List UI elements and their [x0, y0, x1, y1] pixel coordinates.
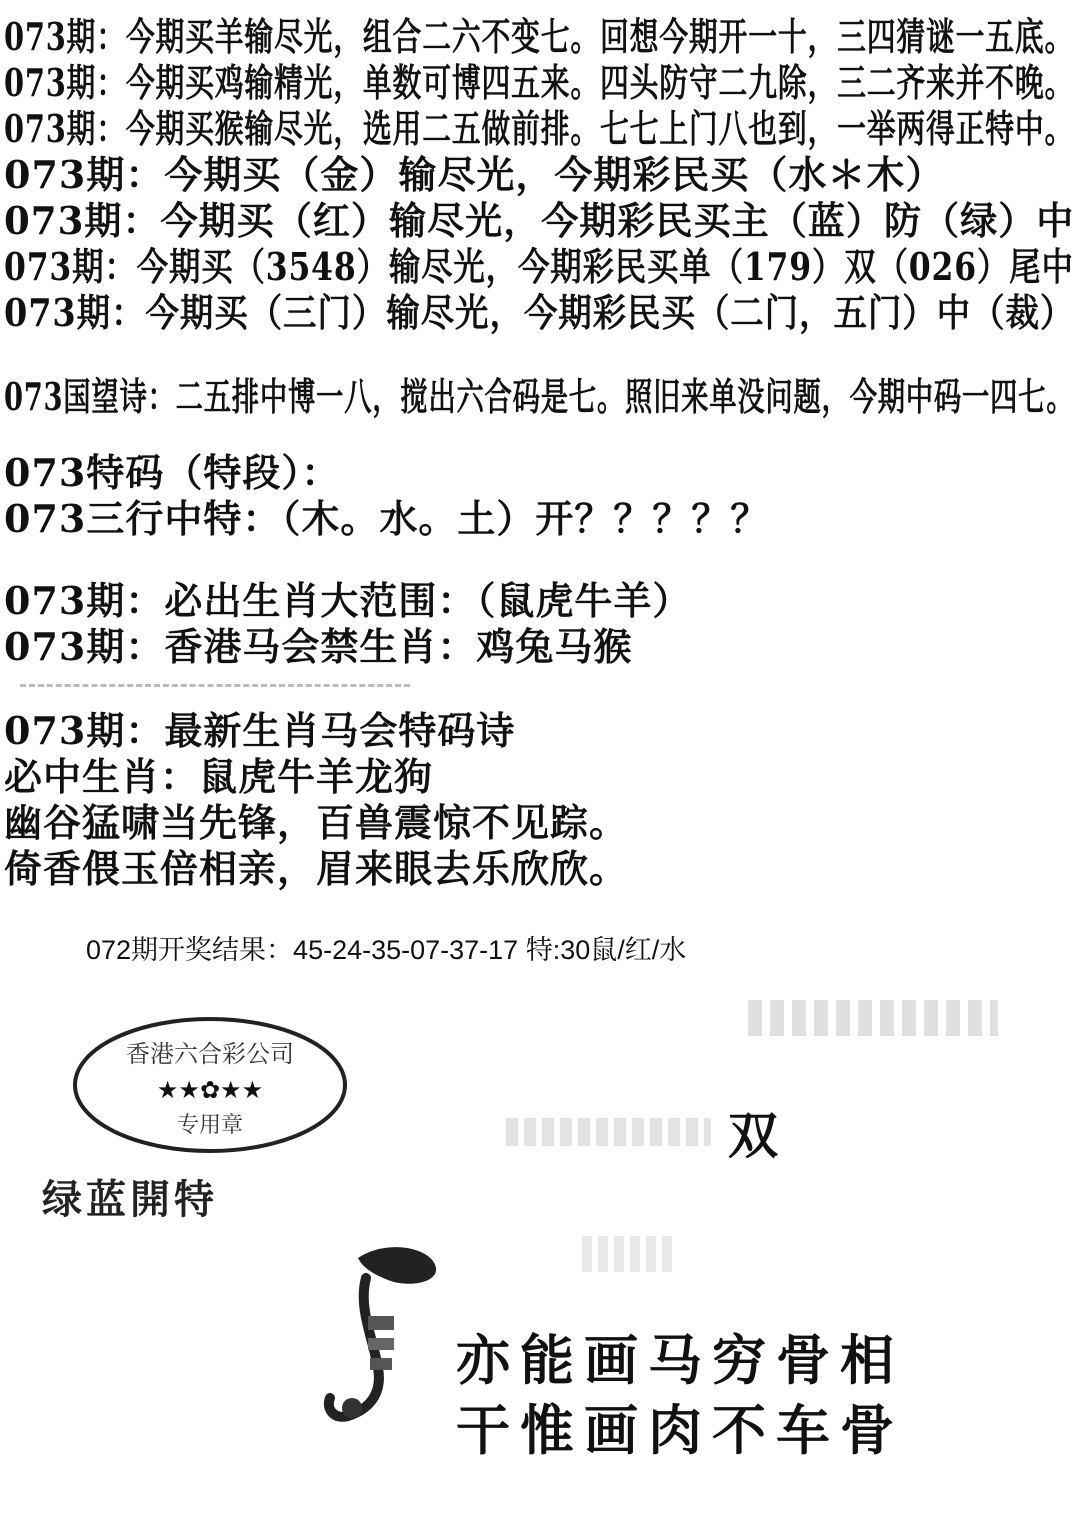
forecast-line-3: 073期：今期买猴输尽光，选用二五做前排。七七上门八也到，一举两得正特中。 — [4, 106, 1075, 151]
seal-top-text: 香港六合彩公司 — [126, 1040, 294, 1068]
faded-rule — [20, 684, 410, 691]
forecast-line-5: 073期：今期买（红）输尽光，今期彩民买主（蓝）防（绿）中 — [4, 198, 1075, 243]
must-win-zodiac-line: 必中生肖：鼠虎牛羊龙狗 — [4, 754, 434, 799]
caption-line-2: 干惟画肉不车骨 — [456, 1398, 904, 1462]
draw-result-line: 072期开奖结果：45-24-35-07-37-17 特:30鼠/红/水 — [86, 935, 687, 965]
double-mark: 双 — [728, 1106, 778, 1165]
faded-small-block — [582, 1236, 674, 1272]
national-poem-line: 073国望诗：二五排中博一八，搅出六合码是七。照旧来单没问题，今期中码一四七。 — [4, 374, 1075, 419]
poem-verse-1: 幽谷猛啸当先锋，百兽震惊不见踪。 — [4, 800, 629, 845]
zodiac-poem-title: 073期：最新生肖马会特码诗 — [4, 708, 516, 753]
special-code-line: 073特码（特段）： — [4, 450, 341, 495]
seal-caption: 绿蓝開特 — [42, 1176, 218, 1223]
forecast-line-7: 073期：今期买（三门）输尽光，今期彩民买（二门，五门）中（裁） — [4, 290, 1075, 335]
forecast-line-2: 073期：今期买鸡输精光，单数可博四五来。四头防守二九除，三二齐来并不晚。 — [4, 60, 1075, 105]
zodiac-range-line: 073期：必出生肖大范围：（鼠虎牛羊） — [4, 578, 692, 623]
seal-stars: ★★✿★★ — [156, 1076, 264, 1104]
forecast-line-6: 073期：今期买（3548）输尽光，今期彩民买单（179）双（026）尾中 — [4, 244, 1074, 289]
forecast-line-1: 073期：今期买羊输尽光，组合二六不变七。回想今期开一十，三四猜谜一五底。 — [4, 14, 1075, 59]
seal-bottom-text: 专用章 — [176, 1113, 244, 1138]
three-elements-line: 073三行中特：（木。水。土）开？？？？？ — [4, 496, 770, 541]
forecast-line-4: 073期：今期买（金）输尽光，今期彩民买（水＊木） — [4, 152, 945, 197]
caption-line-1: 亦能画马穷骨相 — [456, 1328, 904, 1392]
company-seal — [65, 1010, 355, 1160]
faded-text-block — [748, 1000, 998, 1036]
banned-zodiac-line: 073期：香港马会禁生肖：鸡兔马猴 — [4, 624, 633, 669]
poem-verse-2: 倚香偎玉倍相亲，眉来眼去乐欣欣。 — [4, 846, 629, 891]
faded-label-block — [506, 1118, 711, 1146]
brush-figure-illustration — [318, 1238, 448, 1428]
